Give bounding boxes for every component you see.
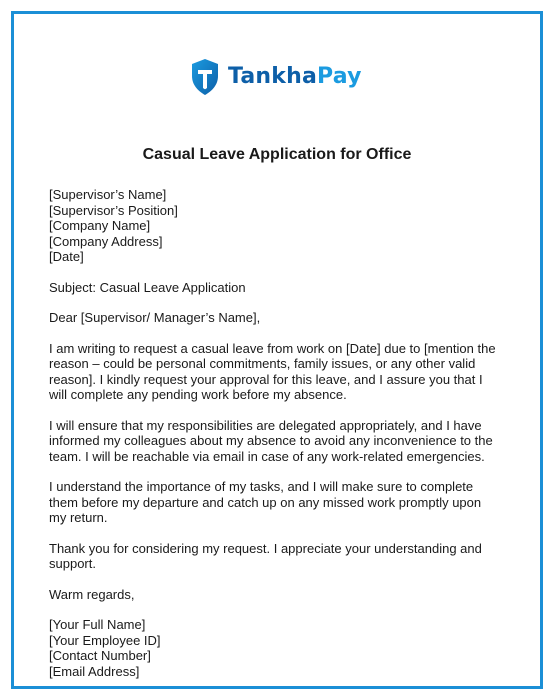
- brand-name-part2: Pay: [317, 64, 362, 89]
- brand-name-part1: Tankha: [228, 64, 318, 89]
- recipient-block: [49, 187, 519, 265]
- recipient-line: [Company Address]: [49, 233, 163, 249]
- paragraph-line: will complete any pending work before my absence.: [49, 387, 347, 402]
- paragraph-line: informed my colleagues about my absence to avoid any inconvenience to the: [49, 433, 493, 448]
- signature-line: [Your Full Name]: [49, 617, 146, 632]
- recipient-line: [Supervisor’s Name]: [49, 187, 167, 202]
- paragraph-line: I will ensure that my responsibilities are delegated appropriately, and I have: [49, 417, 482, 433]
- paragraph-line: reason – could be personal commitments, family issues, or any other valid: [49, 356, 476, 371]
- paragraph-line: reason]. I kindly request your approval for this leave, and I assure you that I: [49, 371, 483, 387]
- signature-line: [Contact Number]: [49, 648, 151, 663]
- paragraph-4: [49, 541, 519, 572]
- paragraph-3: [49, 479, 519, 526]
- recipient-line: [Date]: [49, 249, 84, 264]
- letter-body: [49, 187, 519, 694]
- signature-block: [49, 617, 519, 679]
- paragraph-line: Thank you for considering my request. I appreciate your understanding and: [49, 540, 482, 556]
- signature-line: [Your Employee ID]: [49, 632, 161, 648]
- recipient-line: [Company Name]: [49, 218, 151, 233]
- paragraph-line: them before my departure and catch up on any missed work promptly upon: [49, 494, 482, 510]
- brand-name: [228, 66, 362, 88]
- paragraph-1: [49, 341, 519, 403]
- paragraph-line: I am writing to request a casual leave from work on [Date] due to [mention the: [49, 340, 496, 356]
- recipient-line: [Supervisor’s Position]: [49, 202, 178, 218]
- document-title: Casual Leave Application for Office: [142, 146, 412, 163]
- signature-line: [Email Address]: [49, 663, 140, 679]
- paragraph-line: my return.: [49, 510, 108, 525]
- paragraph-2: [49, 418, 519, 465]
- tankhapay-logo-icon: [190, 58, 220, 96]
- subject-line: Subject: Casual Leave Application: [49, 279, 246, 295]
- closing: Warm regards,: [49, 586, 135, 602]
- salutation: Dear [Supervisor/ Manager’s Name],: [49, 310, 261, 325]
- paragraph-line: team. I will be reachable via email in case of any work-related emergencies.: [49, 448, 485, 464]
- paragraph-line: I understand the importance of my tasks, and I will make sure to complete: [49, 479, 474, 494]
- paragraph-line: support.: [49, 556, 96, 571]
- brand-logo: [190, 57, 362, 97]
